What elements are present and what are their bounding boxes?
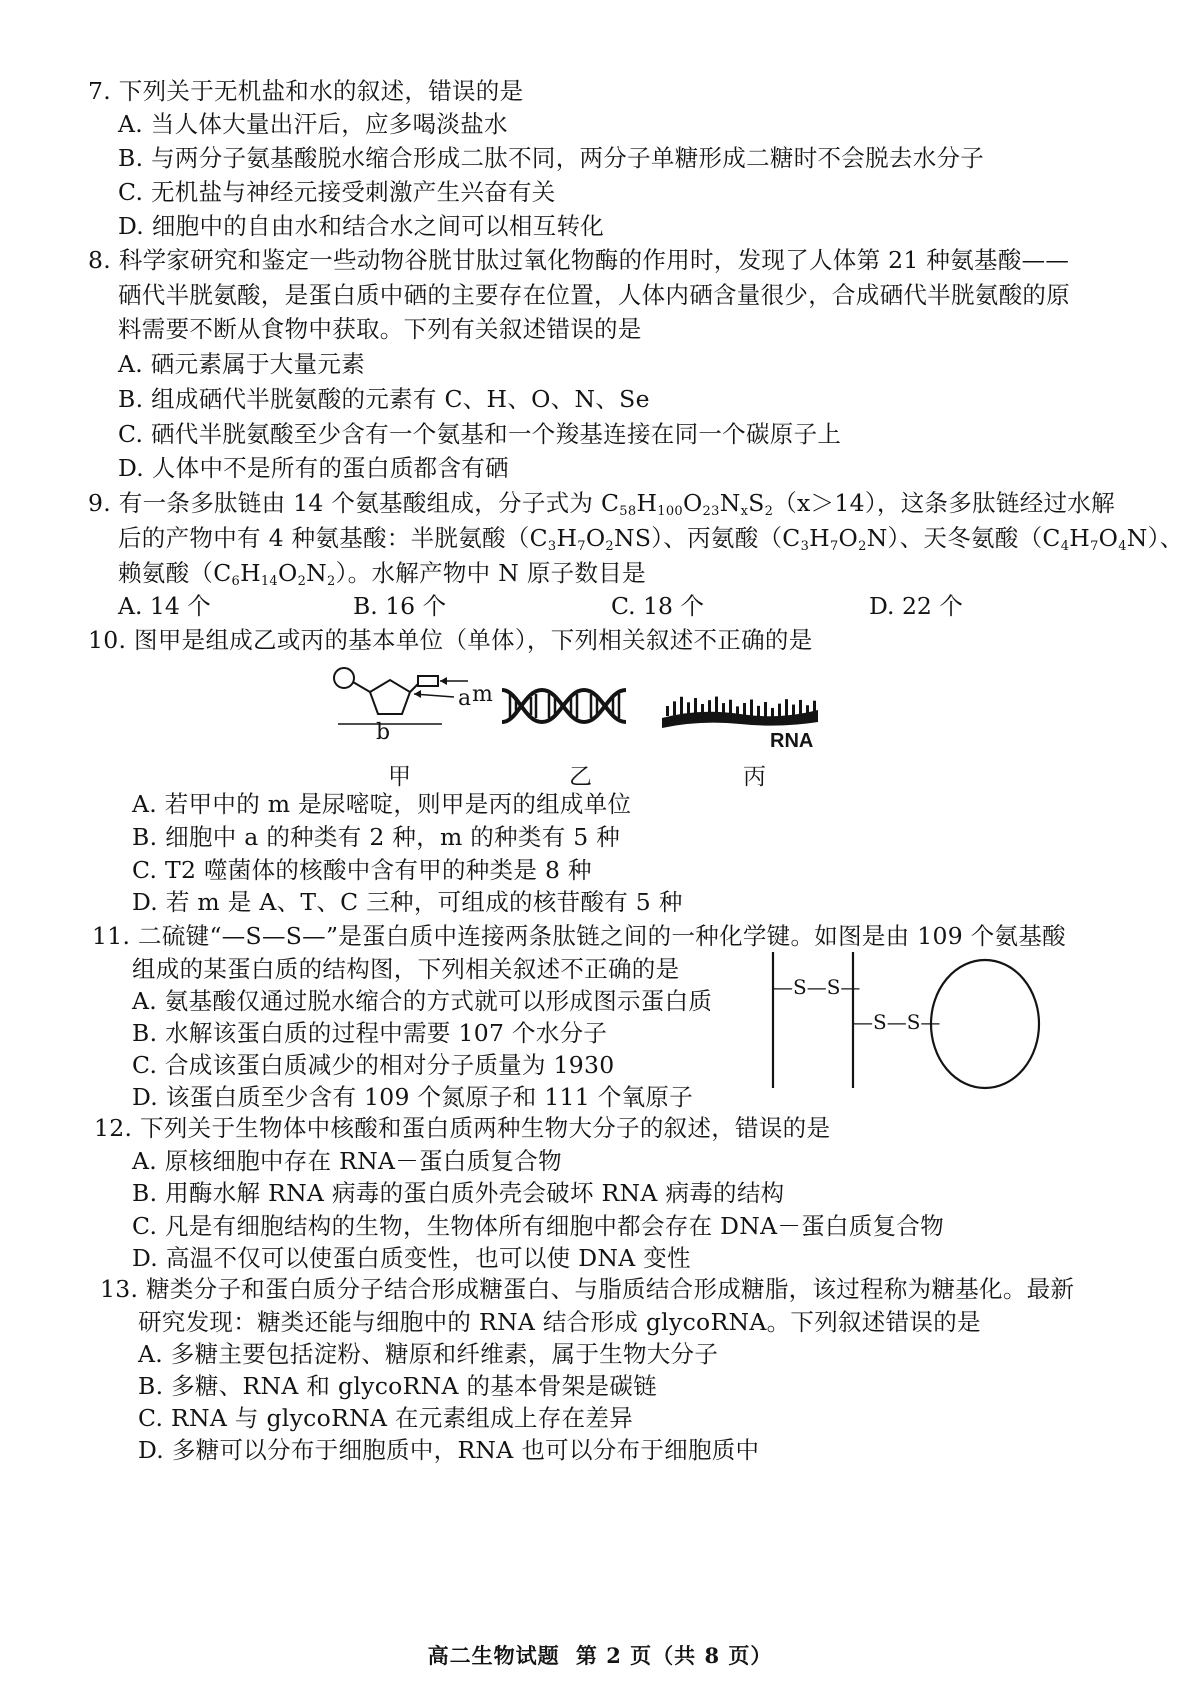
pentose-ring xyxy=(370,680,410,714)
q8-option-b: B. 组成硒代半胱氨酸的元素有 C、H、O、N、Se xyxy=(118,385,650,413)
rna-base-mark xyxy=(806,705,809,715)
arrow-a-head xyxy=(414,690,421,698)
q12-option-a: A. 原核细胞中存在 RNA－蛋白质复合物 xyxy=(132,1147,562,1175)
base-box xyxy=(418,676,438,686)
rna-base-mark xyxy=(799,700,802,716)
q11-stem-line-1: 11. 二硫键“—S—S—”是蛋白质中连接两条肽链之间的一种化学键。如图是由 109 个氨基酸 xyxy=(92,922,1066,950)
q9-option-b: B. 16 个 xyxy=(353,592,447,620)
page-footer xyxy=(0,1640,1200,1670)
rna-base-mark xyxy=(771,708,774,718)
q9-option-a: A. 14 个 xyxy=(118,592,211,620)
q7-option-d: D. 细胞中的自由水和结合水之间可以相互转化 xyxy=(118,212,605,240)
q9-stem-l1-pre: 9. 有一条多肽链由 14 个氨基酸组成，分子式为 C xyxy=(88,489,620,517)
label-jia: 甲 xyxy=(388,764,411,790)
q12-option-b: B. 用酶水解 RNA 病毒的蛋白质外壳会破坏 RNA 病毒的结构 xyxy=(132,1179,785,1207)
q9-stem-line-1: 9. 有一条多肽链由 14 个氨基酸组成，分子式为 $C_{58}H_{100}O_{23}N_xS_2(x>14)$，这条多肽链经过水解 xyxy=(88,489,1115,519)
label-bing: 丙 xyxy=(743,764,766,790)
q7-option-b: B. 与两分子氨基酸脱水缩合形成二肽不同，两分子单糖形成二糖时不会脱去水分子 xyxy=(118,144,985,172)
q9-stem-l3-pre: 赖氨酸（C xyxy=(118,559,232,587)
q13-option-c: C. RNA 与 glycoRNA 在元素组成上存在差异 xyxy=(138,1404,633,1432)
q9-option-d: D. 22 个 xyxy=(869,592,963,620)
q9-stem-line-3: 赖氨酸$(C_6H_{14}O_2N_2)$。水解产物中 N 原子数目是 xyxy=(118,559,646,589)
q11-option-d: D. 该蛋白质至少含有 109 个氮原子和 111 个氧原子 xyxy=(132,1083,694,1111)
sugar-base-bond xyxy=(410,684,418,692)
q12-option-d: D. 高温不仅可以使蛋白质变性，也可以使 DNA 变性 xyxy=(132,1244,691,1272)
rna-base-mark xyxy=(785,699,788,717)
disulfide-bond-2: —S—S— xyxy=(853,1010,941,1034)
q9-stem-l1-post: （x＞14），这条多肽链经过水解 xyxy=(773,489,1115,517)
q11-option-a: A. 氨基酸仅通过脱水缩合的方式就可以形成图示蛋白质 xyxy=(132,987,713,1015)
q12-stem: 12. 下列关于生物体中核酸和蛋白质两种生物大分子的叙述，错误的是 xyxy=(94,1114,831,1142)
arrow-m-head xyxy=(440,677,447,685)
disulfide-bond-1: —S—S— xyxy=(773,975,861,999)
label-b: b xyxy=(376,720,391,745)
q13-option-b: B. 多糖、RNA 和 glycoRNA 的基本骨架是碳链 xyxy=(138,1372,657,1400)
q10-option-d: D. 若 m 是 A、T、C 三种，可组成的核苷酸有 5 种 xyxy=(132,888,683,916)
label-yi: 乙 xyxy=(569,764,592,790)
phosphate-circle xyxy=(334,668,354,688)
dna-helix-figure xyxy=(500,684,634,728)
q7-option-a: A. 当人体大量出汗后，应多喝淡盐水 xyxy=(118,110,508,138)
q7-stem: 7. 下列关于无机盐和水的叙述，错误的是 xyxy=(88,77,524,105)
rna-base-mark xyxy=(687,702,690,714)
label-m: m xyxy=(472,682,493,707)
rna-base-mark xyxy=(694,698,697,714)
rna-base-mark xyxy=(813,701,816,715)
q10-option-a: A. 若甲中的 m 是尿嘧啶，则甲是丙的组成单位 xyxy=(132,790,632,818)
q11-option-c: C. 合成该蛋白质减少的相对分子质量为 1930 xyxy=(132,1051,615,1079)
q7-option-c: C. 无机盐与神经元接受刺激产生兴奋有关 xyxy=(118,178,556,206)
q13-stem-line-1: 13. 糖类分子和蛋白质分子结合形成糖蛋白、与脂质结合形成糖脂，该过程称为糖基化。最新 xyxy=(100,1275,1075,1303)
rna-base-mark xyxy=(722,703,725,715)
q13-stem-line-2: 研究发现：糖类还能与细胞中的 RNA 结合形成 glycoRNA。下列叙述错误的是 xyxy=(138,1308,981,1336)
q8-stem-line-1: 8. 科学家研究和鉴定一些动物谷胱甘肽过氧化物酶的作用时，发现了人体第 21 种氨基酸—— xyxy=(88,246,1070,274)
q8-option-c: C. 硒代半胱氨酸至少含有一个氨基和一个羧基连接在同一个碳原子上 xyxy=(118,420,842,448)
q9-stem-l2-mid2: N）、天冬氨酸（C xyxy=(866,524,1061,552)
rna-base-mark xyxy=(736,706,739,716)
q13-option-a: A. 多糖主要包括淀粉、糖原和纤维素，属于生物大分子 xyxy=(138,1340,719,1368)
cyclic-peptide-ring xyxy=(931,960,1039,1088)
rna-base-mark xyxy=(680,697,683,715)
q8-stem-line-3: 料需要不断从食物中获取。下列有关叙述错误的是 xyxy=(118,315,642,343)
label-a: a xyxy=(458,686,472,711)
q11-option-b: B. 水解该蛋白质的过程中需要 107 个水分子 xyxy=(132,1019,608,1047)
rna-base-mark xyxy=(673,701,676,715)
q9-stem-l2-pre: 后的产物中有 4 种氨基酸：半胱氨酸（C xyxy=(118,524,548,552)
rna-base-mark xyxy=(764,702,767,718)
q10-option-b: B. 细胞中 a 的种类有 2 种，m 的种类有 5 种 xyxy=(132,823,621,851)
q9-stem-line-2: 后的产物中有 4 种氨基酸：半胱氨酸$(C_3H_7O_2NS)$、丙氨酸$(C_3H_7O_2N)$、天冬氨酸$(C_4H_7O_4N)$、 xyxy=(118,524,1184,554)
rna-base-mark xyxy=(743,703,746,717)
q10-stem: 10. 图甲是组成乙或丙的基本单位（单体），下列相关叙述不正确的是 xyxy=(88,626,813,654)
q11-stem-line-2: 组成的某蛋白质的结构图，下列相关叙述不正确的是 xyxy=(132,955,680,983)
rna-base-mark xyxy=(666,706,669,716)
label-rna: RNA xyxy=(770,730,814,752)
rna-base-mark xyxy=(715,697,718,715)
rna-strand-figure xyxy=(660,688,820,728)
rna-base-mark xyxy=(729,700,732,716)
rna-base-mark xyxy=(792,705,795,717)
q9-stem-l2-post: N）、 xyxy=(1126,524,1184,552)
footer-title: 高二生物试题 xyxy=(427,1643,560,1668)
rna-base-mark xyxy=(778,704,781,718)
q12-option-c: C. 凡是有细胞结构的生物，生物体所有细胞中都会存在 DNA－蛋白质复合物 xyxy=(132,1212,945,1240)
q10-option-c: C. T2 噬菌体的核酸中含有甲的种类是 8 种 xyxy=(132,856,592,884)
q9-stem-l2-mid1: NS）、丙氨酸（C xyxy=(613,524,801,552)
q9-stem-l3-post: ）。水解产物中 N 原子数目是 xyxy=(335,559,646,587)
rna-base-mark xyxy=(701,704,704,714)
phosphate-sugar-bond xyxy=(353,682,370,692)
footer-page-number: 第 2 页（共 8 页） xyxy=(575,1643,773,1668)
q13-option-d: D. 多糖可以分布于细胞质中，RNA 也可以分布于细胞质中 xyxy=(138,1436,760,1464)
q9-option-c: C. 18 个 xyxy=(611,592,704,620)
rna-base-mark xyxy=(750,700,753,718)
q8-option-d: D. 人体中不是所有的蛋白质都含有硒 xyxy=(118,454,509,482)
q8-option-a: A. 硒元素属于大量元素 xyxy=(118,350,366,378)
rna-base-mark xyxy=(708,700,711,714)
q8-stem-line-2: 硒代半胱氨酸，是蛋白质中硒的主要存在位置，人体内硒含量很少，合成硒代半胱氨酸的原 xyxy=(118,281,1070,309)
rna-base-mark xyxy=(757,706,760,718)
